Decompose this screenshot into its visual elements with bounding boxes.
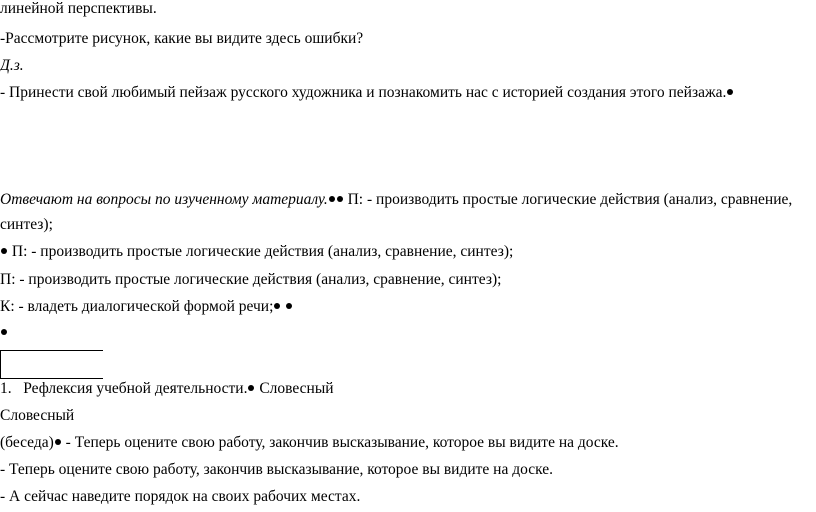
text-line [0,0,157,18]
bullet-icon [274,303,280,309]
text-line [0,191,792,209]
table-rule [0,378,103,379]
text-line [0,84,734,102]
line-text: Словесный [255,380,334,397]
bullet-icon [248,385,254,391]
bullet-icon [337,196,343,202]
homework-heading [0,57,24,75]
line-text-italic: Отвечают на вопросы по изученному материалу. [0,191,328,208]
line-text: - Теперь оцените свою работу, закончив высказывание, которое вы видите на доске. [0,461,554,478]
text-line [0,461,553,479]
bullet-icon [286,303,292,309]
line-text: Д.з. [0,57,24,74]
line-text: синтез); [0,216,53,233]
bullet-icon [1,248,7,254]
line-text: (беседа) [0,434,54,451]
text-line [0,243,513,261]
text-line [0,271,501,289]
text-line [0,216,53,234]
table-rule [0,350,103,351]
line-text: Словесный [0,407,75,424]
table-rule-vertical [0,350,1,378]
line-text: П: - производить простые логические действия (анализ, сравнение, [343,191,793,208]
line-text: П: - производить простые логические действия (анализ, сравнение, синтез); [8,243,514,260]
text-line [0,298,293,316]
text-line [0,488,360,506]
line-text: -Рассмотрите рисунок, какие вы видите здесь ошибки? [0,30,364,47]
bullet-icon [727,89,733,95]
bullet-icon [329,196,335,202]
line-text: - А сейчас наведите порядок на своих рабочих местах. [0,488,361,505]
list-number: 1. [0,380,12,397]
line-text: - Теперь оцените свою работу, закончив высказывание, которое вы видите на доске. [61,434,619,451]
text-line [0,380,334,398]
bullet-icon [55,439,61,445]
text-line [0,407,74,425]
line-text: Рефлексия учебной деятельности. [23,380,248,397]
bullet-icon [1,329,7,335]
line-text: - Принести свой любимый пейзаж русского художника и познакомить нас с историей создания этого пейзажа. [0,84,727,101]
line-text: К: - владеть диалогической формой речи; [0,298,274,315]
line-text: линейной перспективы. [0,0,157,17]
text-line [0,434,619,452]
text-line [0,30,363,48]
line-text: П: - производить простые логические действия (анализ, сравнение, синтез); [0,271,502,288]
text-line [0,324,8,342]
